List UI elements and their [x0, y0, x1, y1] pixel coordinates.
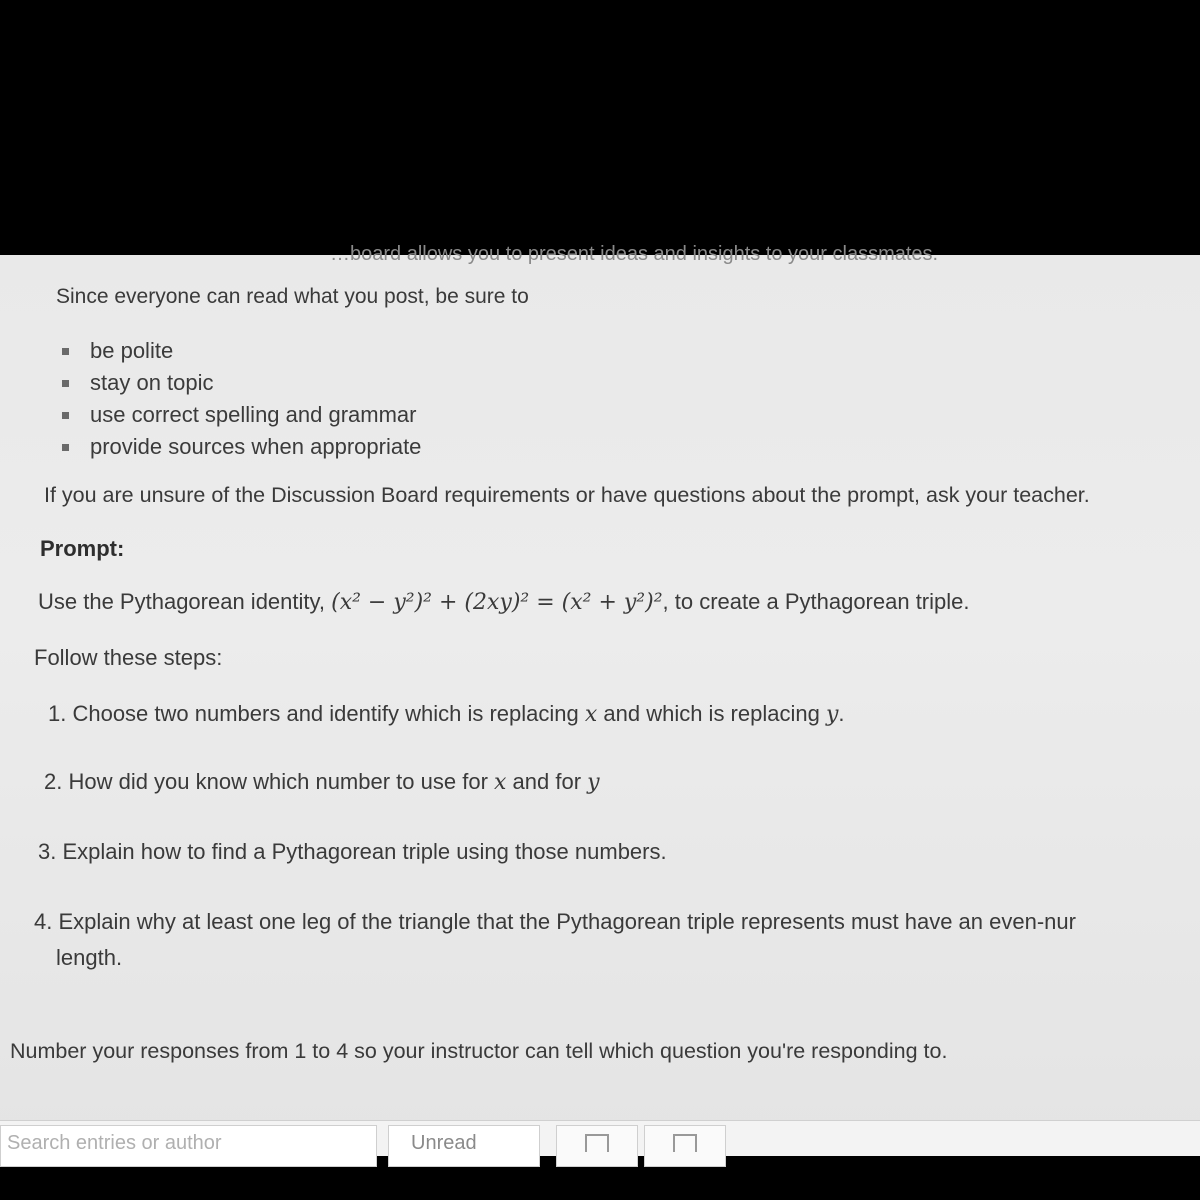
prompt-text: [38, 589, 970, 615]
prompt-label: Prompt:: [40, 536, 125, 561]
search-placeholder: Search entries or author: [7, 1132, 222, 1154]
step-4-line-1: 4. Explain why at least one leg of the triangle that the Pythagorean triple represents must have an even-nur: [34, 909, 1076, 934]
step-2-part-a: 2. How did you know which number to use for: [44, 769, 495, 794]
list-item: provide sources when appropriate: [60, 431, 421, 463]
step-1-end: .: [838, 701, 845, 726]
download-button[interactable]: [644, 1125, 726, 1167]
discussion-toolbar: [0, 1120, 1200, 1156]
discussion-page: [0, 243, 1200, 1155]
filter-dropdown[interactable]: [388, 1125, 540, 1167]
step-2-x: x: [494, 770, 507, 795]
list-item: use correct spelling and grammar: [60, 399, 421, 431]
since-text: Since everyone can read what you post, be sure to: [56, 285, 529, 308]
step-1-part-a: 1. Choose two numbers and identify which is replacing: [48, 701, 585, 726]
cut-off-intro-text: …board allows you to present ideas and insights to your classmates.: [330, 243, 939, 265]
step-1: [48, 701, 845, 727]
follow-steps-text: Follow these steps:: [34, 645, 223, 670]
filter-label: Unread: [411, 1132, 477, 1154]
list-item: stay on topic: [60, 367, 421, 399]
upload-icon: [585, 1134, 609, 1152]
list-item: be polite: [60, 335, 421, 367]
download-icon: [673, 1134, 697, 1152]
step-1-x: x: [584, 702, 598, 727]
step-1-y: y: [825, 702, 839, 727]
guidelines-list: [60, 335, 421, 463]
unsure-text: If you are unsure of the Discussion Board requirements or have questions about the prompt, ask your teacher.: [44, 483, 1090, 507]
number-responses-note: Number your responses from 1 to 4 so your instructor can tell which question you're responding to.: [10, 1039, 948, 1063]
step-4-line-2: length.: [56, 945, 123, 970]
prompt-before: Use the Pythagorean identity,: [38, 589, 332, 614]
step-2: [44, 769, 600, 795]
search-input[interactable]: [0, 1125, 377, 1167]
prompt-after: , to create a Pythagorean triple.: [662, 589, 970, 614]
step-2-part-b: and for: [506, 769, 588, 794]
step-3: 3. Explain how to find a Pythagorean triple using those numbers.: [38, 839, 667, 864]
pythagorean-identity: (x² − y²)² + (2xy)² = (x² + y²)²: [331, 590, 663, 615]
upload-button[interactable]: [556, 1125, 638, 1167]
step-2-y: y: [587, 770, 600, 795]
step-1-part-b: and which is replacing: [597, 701, 826, 726]
